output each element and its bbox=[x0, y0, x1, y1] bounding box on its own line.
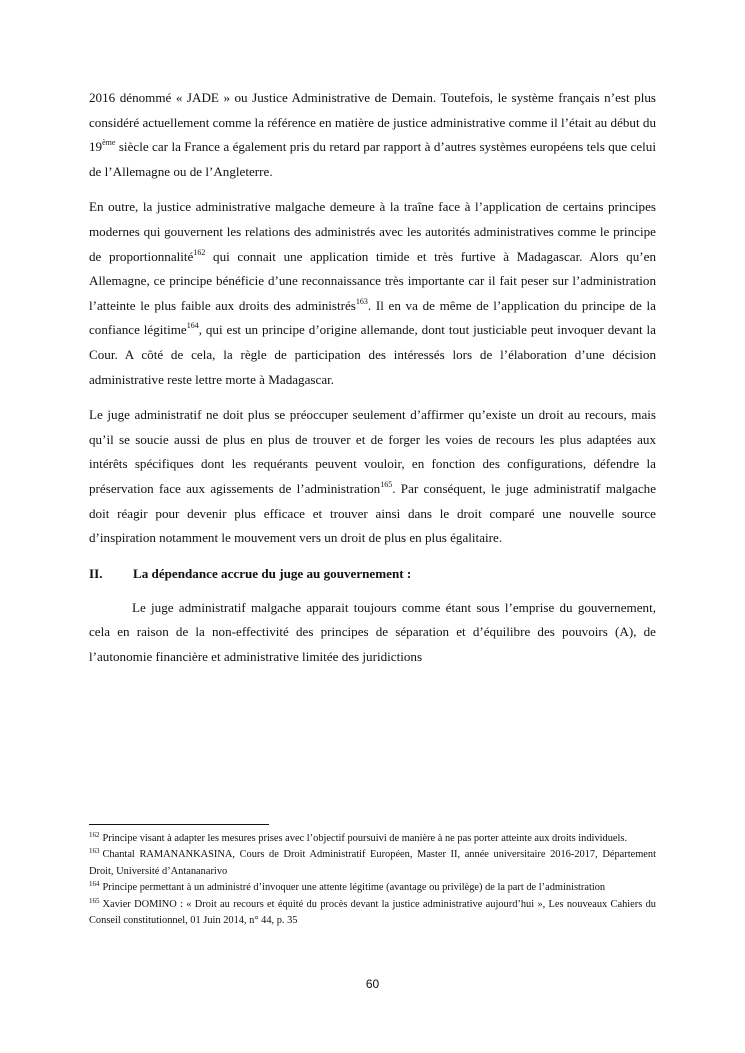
footnote-text: Principe permettant à un administré d’invoquer une attente légitime (avantage ou privilège) de la part de l’administration bbox=[102, 882, 606, 894]
footnote-list bbox=[89, 831, 656, 929]
paragraph-text: Le juge administratif ne doit plus se préoccuper seulement d’affirmer qu’existe un droit au recours, mais qu’il se soucie aussi de plus en plus de trouver et de forger les voies de recours les plus adaptées aux intérêts spécifiques dont les requérants peuvent vouloir, en fonction des configurations, défendre la préservation face aux agissements de l’administration bbox=[89, 407, 656, 496]
document-page bbox=[89, 86, 656, 680]
paragraph-text: qui connait une application timide et très furtive à Madagascar. Alors qu’en Allemagne, ce principe bénéficie d’une reconnaissance très importante car il fait peser sur l’administration l’atteinte le plus faible aux droits des administrés bbox=[89, 248, 656, 313]
footnote-text: Principe visant à adapter les mesures prises avec l’objectif poursuivi de manière à ne pas porter atteinte aux droits individuels. bbox=[102, 833, 628, 844]
paragraph-text: . Par conséquent, le juge administratif malgache doit réagir pour devenir plus efficace et trouver ainsi dans le droit comparé une nouvelle source d’inspiration notamment le mouvement vers un droit de plus en plus égalitaire. bbox=[89, 480, 657, 546]
paragraph bbox=[89, 596, 656, 670]
footnote bbox=[89, 880, 656, 896]
paragraph bbox=[89, 195, 656, 392]
paragraph bbox=[89, 403, 656, 551]
footnote bbox=[89, 897, 656, 930]
footnote-ref: 162 bbox=[193, 247, 206, 257]
footnote-ref: 165 bbox=[380, 479, 393, 489]
footnote-number: 164 bbox=[89, 880, 100, 889]
footnote-text: Xavier DOMINO : « Droit au recours et équité du procès devant la justice administrative aujourd’hui », Les nouveaux Cahiers du Conseil constitutionnel, 01 Juin 2014, n° 44, p. 35 bbox=[89, 898, 656, 927]
section-heading bbox=[89, 562, 656, 586]
paragraph-text: , qui est un principe d’origine allemande, dont tout justiciable peut invoquer devant la Cour. A côté de cela, la règle de participation des intéressés lors de l’élaboration d’une décision administrative reste lettre morte à Madagascar. bbox=[89, 322, 656, 387]
footnote-ref: 163 bbox=[355, 296, 368, 306]
footnote bbox=[89, 847, 656, 880]
paragraph-text: Le juge administratif malgache apparait toujours comme étant sous l’emprise du gouvernement, cela en raison de la non-effectivité des principes de séparation et d’équilibre des pouvoirs (A), de l’autonomie financière et administrative limitée des juridictions bbox=[89, 599, 656, 664]
footnote-number: 165 bbox=[89, 896, 100, 905]
footnote-ref: 164 bbox=[186, 321, 199, 331]
paragraph-text: siècle car la France a également pris du retard par rapport à d’autres systèmes européens tels que celui de l’Allemagne ou de l’Angleterre. bbox=[89, 139, 656, 179]
section-number: II. bbox=[89, 565, 103, 581]
paragraph bbox=[89, 86, 656, 184]
footnote-number: 163 bbox=[89, 847, 100, 856]
body-text bbox=[89, 86, 656, 551]
footnote-number: 162 bbox=[89, 831, 100, 839]
footnotes bbox=[89, 824, 656, 929]
page-number: 60 bbox=[365, 977, 380, 991]
section-title: La dépendance accrue du juge au gouvernement : bbox=[133, 565, 412, 581]
footnote bbox=[89, 831, 656, 847]
paragraph-text: En outre, la justice administrative malgache demeure à la traîne face à l’application de certains principes modernes qui gouvernent les relations des administrés avec les autorités administratives comme le principe de proportionnalité bbox=[89, 199, 656, 264]
paragraph-text: . Il en va de même de l’application du principe de la confiance légitime bbox=[89, 297, 656, 338]
paragraph-text: 2016 dénommé « JADE » ou Justice Administrative de Demain. Toutefois, le système français n’est plus considéré actuellement comme la référence en matière de justice administrative comme il l’était au début du 19 bbox=[89, 90, 656, 155]
footnote-separator bbox=[89, 824, 269, 825]
footnote-ref: ème bbox=[102, 138, 116, 148]
section-body-text bbox=[89, 596, 656, 670]
footnote-text: Chantal RAMANANKASINA, Cours de Droit Administratif Européen, Master II, année universitaire 2016-2017, Département Droit, Université d’Antananarivo bbox=[89, 849, 656, 877]
